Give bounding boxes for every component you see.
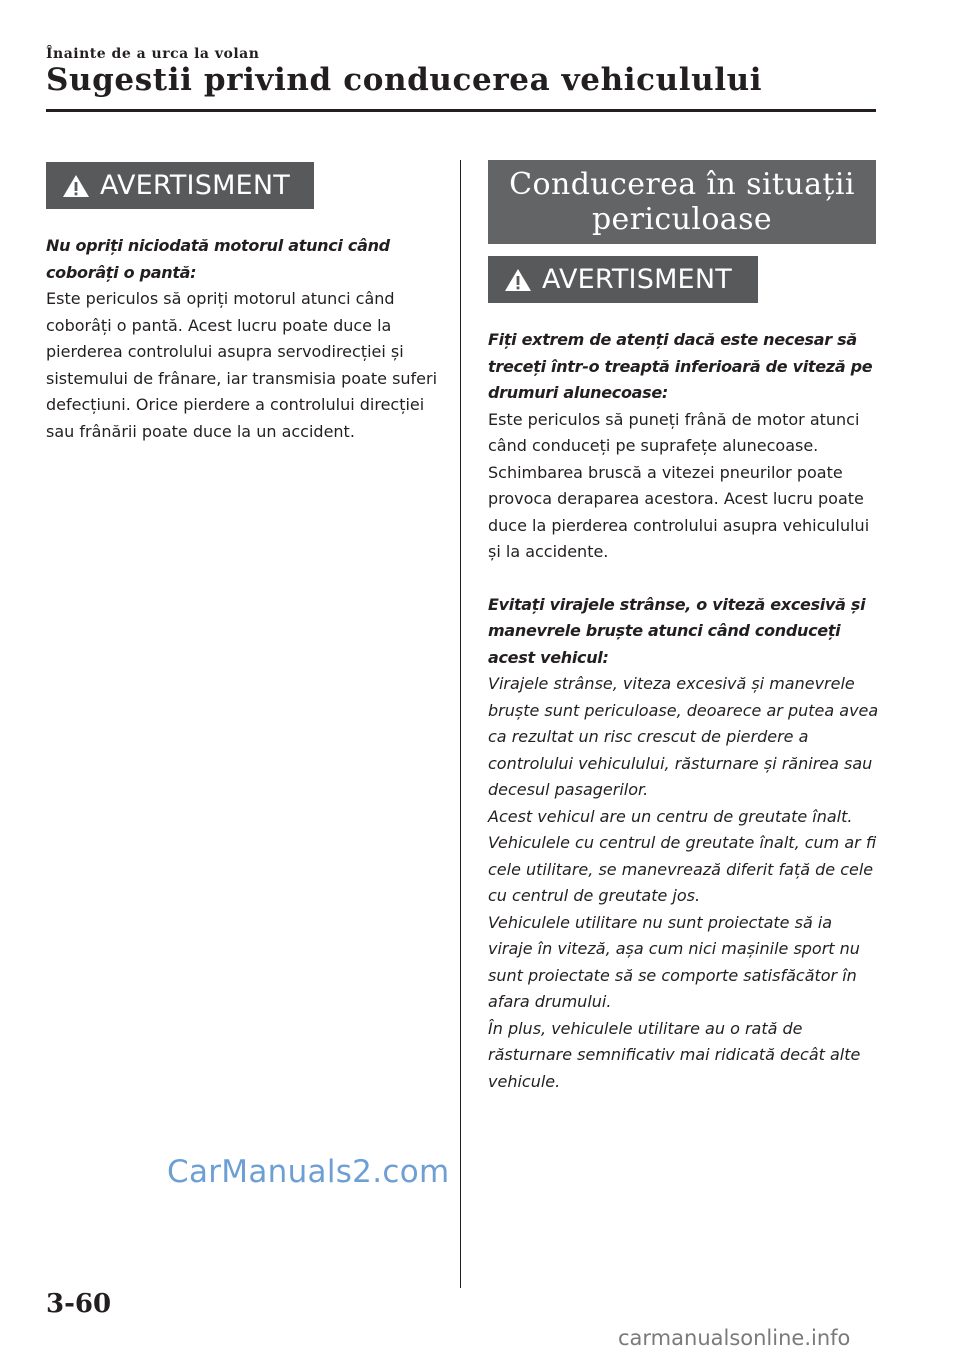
- page-title: Sugestii privind conducerea vehiculului: [46, 62, 763, 98]
- right-column: [488, 160, 880, 1095]
- warning-heading: Evitați virajele strânse, o viteză excesivă și manevrele bruște atunci când conduceți acest vehicul:: [488, 594, 866, 667]
- warning-body: Vehiculele utilitare nu sunt proiectate să ia viraje în viteză, așa cum nici mașinile sport nu sunt proiectate să se comporte satisfăcător în afara drumului.: [488, 912, 860, 1011]
- column-divider: [460, 160, 461, 1288]
- breadcrumb: Înainte de a urca la volan: [46, 46, 260, 62]
- warning-icon: [504, 268, 532, 292]
- left-column: [46, 162, 446, 445]
- warning-badge: [46, 162, 314, 209]
- warning-heading: Fiți extrem de atenți dacă este necesar să treceți într-o treaptă inferioară de viteză pe drumuri alunecoase:: [488, 330, 873, 402]
- warning-body: Virajele strânse, viteza excesivă și manevrele bruște sunt periculoase, deoarece ar putea avea ca rezultat un risc crescut de pierdere a controlului vehiculului, răsturnare și rănirea sau decesul pasagerilor.: [488, 674, 879, 799]
- page-number: 3-60: [46, 1289, 112, 1319]
- warning-body: Acest vehicul are un centru de greutate înalt. Vehiculele cu centrul de greutate înalt, cum ar fi cele utilitare, se manevrează diferit față de cele cu centrul de greutate jos.: [488, 806, 877, 905]
- section-title: [488, 160, 876, 244]
- warning-text: [46, 233, 446, 445]
- warning-label: AVERTISMENT: [100, 170, 290, 201]
- warning-icon: [62, 174, 90, 198]
- warning-heading: Nu opriți niciodată motorul atunci când coborâți o pantă:: [46, 236, 390, 282]
- watermark: CarManuals2.com: [167, 1154, 450, 1190]
- warning-body: În plus, vehiculele utilitare au o rată de răsturnare semnificativ mai ridicată decât alte vehicule.: [488, 1018, 861, 1091]
- section-title-text: Conducerea în situații periculoase: [509, 167, 855, 237]
- warning-body: Este periculos să puneți frână de motor atunci când conduceți pe suprafețe alunecoase. Schimbarea bruscă a vitezei pneurilor poate provoca deraparea acestora. Acest lucru poate duce la pierderea controlului asupra vehiculului și la accidente.: [488, 409, 870, 561]
- header-rule: [46, 109, 876, 112]
- warning-body: Este periculos să opriți motorul atunci când coborâți o pantă. Acest lucru poate duce la pierderea controlului asupra servodirecției și sistemului de frânare, iar transmisia poate suferi defecțiuni. Orice pierdere a controlului direcției sau frânării poate duce la un accident.: [46, 289, 438, 441]
- footer-watermark: carmanualsonline.info: [618, 1326, 851, 1350]
- warning-label: AVERTISMENT: [542, 264, 732, 295]
- warning-text: [488, 327, 880, 1095]
- warning-badge: [488, 256, 758, 303]
